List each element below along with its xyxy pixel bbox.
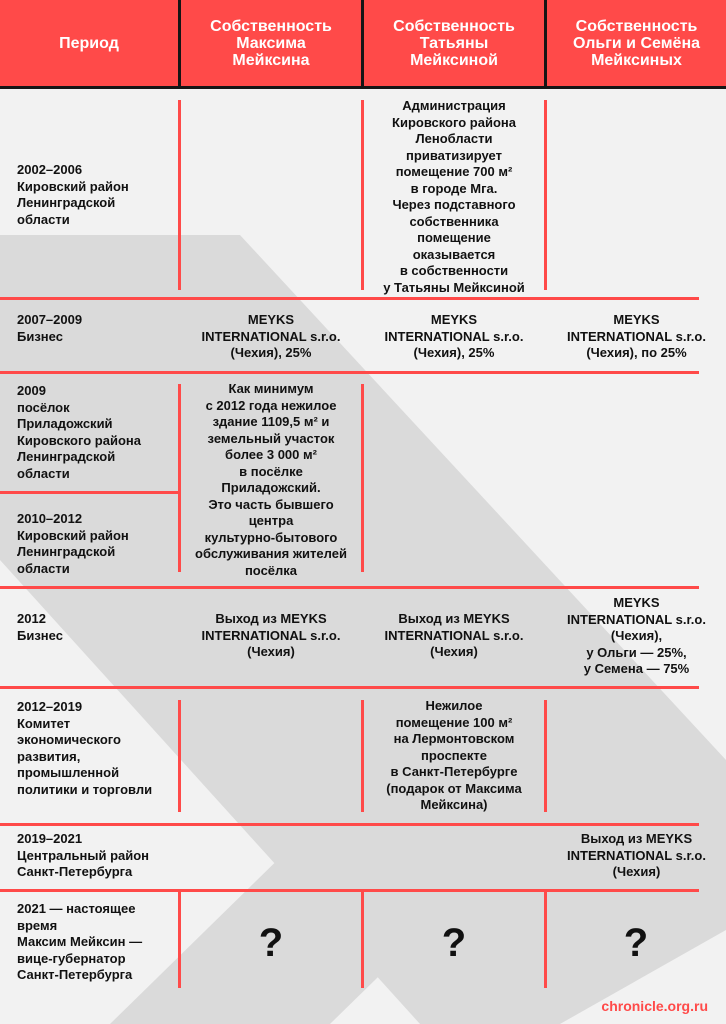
column-line [178,100,181,290]
row-separator [0,823,699,826]
column-line [178,892,181,988]
row-separator [0,586,699,589]
period-2007-2009: 2007–2009 Бизнес [17,312,83,344]
row-separator [0,371,699,374]
cell-maxim-unknown: ? [258,921,284,965]
cell-olga-semen-unknown: ? [623,921,649,965]
period-2010-2012: 2010–2012 Кировский район Ленинградской области [17,511,129,576]
source-credit[interactable]: chronicle.org.ru [601,998,708,1014]
header-olga-semen: Собственность Ольги и Семёна Мейксиных [573,17,700,69]
period-2009: 2009 посёлок Приладожский Кировского района Ленинградской области [17,383,141,481]
cell-tatyana-2012-2019: Нежилое помещение 100 м² на Лермонтовском проспекте в Санкт-Петербурге (подарок от Максима Мейксина) [386,698,522,812]
header-bottom-border [0,86,726,89]
cell-olga-semen-2012: MEYKS INTERNATIONAL s.r.o. (Чехия), у Ольги — 25%, у Семена — 75% [567,595,706,676]
header-period: Период [59,34,119,52]
column-line [178,700,181,812]
period-2012-2019: 2012–2019 Комитет экономического развития, промышленной политики и торговли [17,699,153,797]
header-tatyana: Собственность Татьяны Мейксиной [393,17,515,69]
row-separator [0,297,699,300]
column-line [361,892,364,988]
table-header [0,0,726,88]
cell-tatyana-unknown: ? [441,921,467,965]
column-line [544,100,547,290]
cell-tatyana-2007-2009: MEYKS INTERNATIONAL s.r.o. (Чехия), 25% [384,312,524,360]
cell-maxim-2007-2009: MEYKS INTERNATIONAL s.r.o. (Чехия), 25% [201,312,341,360]
column-line [361,384,364,572]
sub-row-separator [0,491,180,494]
cell-olga-semen-2019-2021: Выход из MEYKS INTERNATIONAL s.r.o. (Чехия) [567,831,706,879]
period-2012: 2012 Бизнес [17,611,63,643]
column-line [544,892,547,988]
period-2002-2006: 2002–2006 Кировский район Ленинградской области [17,162,129,227]
row-separator [0,686,699,689]
period-2019-2021: 2019–2021 Центральный район Санкт-Петербурга [17,831,150,879]
cell-maxim-2012: Выход из MEYKS INTERNATIONAL s.r.o. (Чехия) [201,611,341,659]
cell-maxim-2009-2012: Как минимум с 2012 года нежилое здание 1109,5 м² и земельный участок более 3 000 м² в посёлке Приладожский. Это часть бывшего центра культурно-бытового обслуживания жителей посёлка [195,381,347,578]
row-separator [0,889,699,892]
cell-tatyana-2002-2006: Администрация Кировского района Ленобласти приватизирует помещение 700 м² в городе Мга. Через подставного собственника помещение оказывается в собственности у Татьяны Мейксиной [383,98,525,295]
cell-olga-semen-2007-2009: MEYKS INTERNATIONAL s.r.o. (Чехия), по 25% [567,312,706,360]
period-2021-now: 2021 — настоящее время Максим Мейксин — вице-губернатор Санкт-Петербурга [17,901,143,982]
cell-tatyana-2012: Выход из MEYKS INTERNATIONAL s.r.o. (Чехия) [384,611,524,659]
column-line [544,700,547,812]
header-maxim: Собственность Максима Мейксина [210,17,332,69]
